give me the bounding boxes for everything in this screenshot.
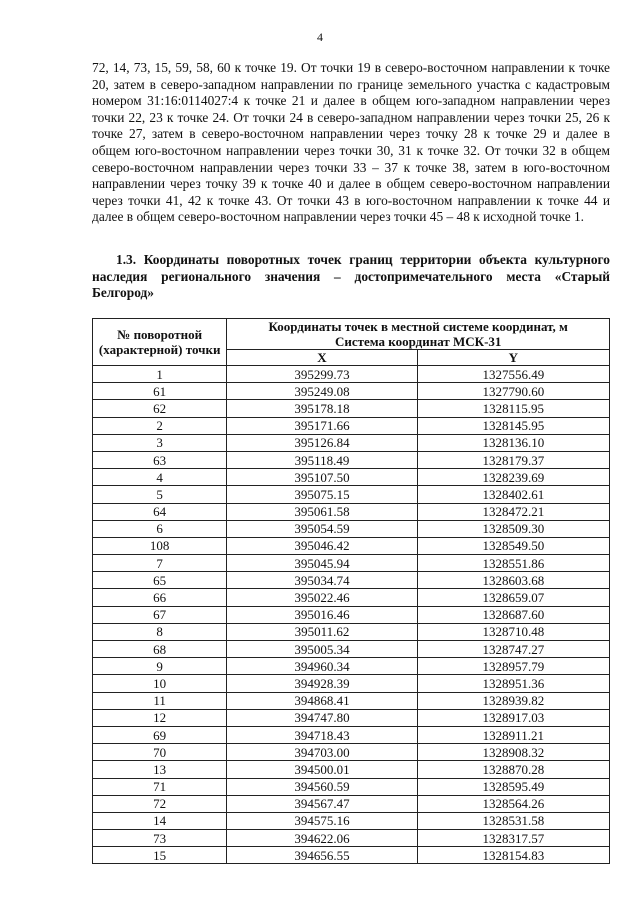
cell-y: 1328917.03 [417, 709, 609, 726]
cell-x: 395178.18 [227, 400, 417, 417]
cell-y: 1328870.28 [417, 761, 609, 778]
cell-x: 395107.50 [227, 469, 417, 486]
cell-y: 1328659.07 [417, 589, 609, 606]
table-row [93, 623, 610, 640]
cell-point: 64 [93, 503, 227, 520]
cell-point: 68 [93, 641, 227, 658]
cell-x: 394575.16 [227, 812, 417, 829]
coordinates-table [92, 318, 610, 864]
header-coordinates [227, 319, 610, 350]
cell-y: 1328402.61 [417, 486, 609, 503]
cell-y: 1328564.26 [417, 795, 609, 812]
cell-point: 14 [93, 812, 227, 829]
cell-x: 394656.55 [227, 847, 417, 864]
table-row [93, 572, 610, 589]
cell-x: 395011.62 [227, 623, 417, 640]
table-row [93, 830, 610, 847]
cell-y: 1328509.30 [417, 520, 609, 537]
cell-x: 395126.84 [227, 434, 417, 451]
cell-x: 394500.01 [227, 761, 417, 778]
cell-y: 1327790.60 [417, 383, 609, 400]
table-row [93, 606, 610, 623]
cell-x: 395299.73 [227, 366, 417, 383]
cell-x: 395171.66 [227, 417, 417, 434]
cell-x: 394928.39 [227, 675, 417, 692]
cell-y: 1328957.79 [417, 658, 609, 675]
cell-y: 1328551.86 [417, 555, 609, 572]
table-row [93, 400, 610, 417]
cell-y: 1328595.49 [417, 778, 609, 795]
table-row [93, 658, 610, 675]
table-row [93, 555, 610, 572]
table-row [93, 641, 610, 658]
table-row [93, 417, 610, 434]
cell-y: 1328549.50 [417, 537, 609, 554]
cell-y: 1328239.69 [417, 469, 609, 486]
table-row [93, 366, 610, 383]
cell-y: 1328472.21 [417, 503, 609, 520]
cell-point: 66 [93, 589, 227, 606]
cell-point: 108 [93, 537, 227, 554]
cell-y: 1327556.49 [417, 366, 609, 383]
cell-x: 395045.94 [227, 555, 417, 572]
table-row [93, 520, 610, 537]
cell-y: 1328710.48 [417, 623, 609, 640]
table-header-row [93, 319, 610, 350]
cell-x: 395005.34 [227, 641, 417, 658]
cell-x: 394560.59 [227, 778, 417, 795]
table-row [93, 761, 610, 778]
table-row [93, 503, 610, 520]
cell-point: 13 [93, 761, 227, 778]
table-row [93, 795, 610, 812]
cell-x: 395118.49 [227, 451, 417, 468]
cell-point: 2 [93, 417, 227, 434]
table-row [93, 692, 610, 709]
table-row [93, 709, 610, 726]
cell-y: 1328908.32 [417, 744, 609, 761]
cell-x: 394868.41 [227, 692, 417, 709]
table-row [93, 434, 610, 451]
cell-point: 9 [93, 658, 227, 675]
table-row [93, 847, 610, 864]
table-row [93, 778, 610, 795]
cell-point: 61 [93, 383, 227, 400]
cell-point: 72 [93, 795, 227, 812]
cell-x: 394718.43 [227, 726, 417, 743]
table-row [93, 812, 610, 829]
cell-x: 395046.42 [227, 537, 417, 554]
table-row [93, 451, 610, 468]
cell-y: 1328317.57 [417, 830, 609, 847]
section-heading: 1.3. Координаты поворотных точек границ территории объекта культурного наследия регионального значения – достопримечательного места «Старый Белгород» [92, 252, 610, 301]
cell-point: 73 [93, 830, 227, 847]
cell-y: 1328531.58 [417, 812, 609, 829]
cell-point: 70 [93, 744, 227, 761]
body-paragraph: 72, 14, 73, 15, 59, 58, 60 к точке 19. От точки 19 в северо-восточном направлении к точке 20, затем в северо-западном направлении по границе земельного участка с кадастровым номером 31:16:0114027:4 к точке 21 и далее в общем юго-западном направлении через точки 22, 23 к точке 24. От точки 24 в северо-западном направлении через точки 25, 26 к точке 27, затем в северо-восточном направлении через точку 28 к точке 29 и далее в общем юго-восточном направлении через точки 30, 31 к точке 32. От точки 32 в общем северо-восточном направлении через точки 33 – 37 к точке 38, затем в юго-восточном направлении через точку 39 к точке 40 и далее в общем северо-восточном направлении через точки 41, 42 к точке 43. От точки 43 в юго-восточном направлении к точке 44 и далее в общем северо-восточном направлении через точки 45 – 48 к исходной точке 1. [92, 60, 610, 225]
cell-x: 395016.46 [227, 606, 417, 623]
table-row [93, 744, 610, 761]
cell-x: 394747.80 [227, 709, 417, 726]
cell-point: 67 [93, 606, 227, 623]
table-row [93, 383, 610, 400]
table-row [93, 537, 610, 554]
cell-y: 1328603.68 [417, 572, 609, 589]
cell-y: 1328687.60 [417, 606, 609, 623]
table-row [93, 486, 610, 503]
cell-x: 394567.47 [227, 795, 417, 812]
header-coordinates-line1: Координаты точек в местной системе координат, м [268, 319, 568, 334]
cell-y: 1328145.95 [417, 417, 609, 434]
cell-y: 1328951.36 [417, 675, 609, 692]
page-number: 4 [317, 30, 323, 44]
table-body [93, 366, 610, 864]
cell-point: 8 [93, 623, 227, 640]
cell-point: 15 [93, 847, 227, 864]
cell-x: 395022.46 [227, 589, 417, 606]
cell-x: 395054.59 [227, 520, 417, 537]
cell-point: 7 [93, 555, 227, 572]
cell-y: 1328911.21 [417, 726, 609, 743]
cell-x: 394622.06 [227, 830, 417, 847]
cell-point: 11 [93, 692, 227, 709]
header-coordinates-line2: Система координат МСК-31 [334, 334, 502, 349]
cell-point: 1 [93, 366, 227, 383]
header-x: X [227, 350, 417, 366]
cell-point: 12 [93, 709, 227, 726]
cell-x: 395249.08 [227, 383, 417, 400]
cell-y: 1328747.27 [417, 641, 609, 658]
cell-y: 1328179.37 [417, 451, 609, 468]
cell-point: 71 [93, 778, 227, 795]
cell-x: 394960.34 [227, 658, 417, 675]
table-row [93, 469, 610, 486]
cell-y: 1328115.95 [417, 400, 609, 417]
cell-point: 65 [93, 572, 227, 589]
cell-y: 1328136.10 [417, 434, 609, 451]
cell-point: 63 [93, 451, 227, 468]
cell-point: 69 [93, 726, 227, 743]
cell-point: 3 [93, 434, 227, 451]
cell-point: 62 [93, 400, 227, 417]
cell-x: 395034.74 [227, 572, 417, 589]
cell-point: 10 [93, 675, 227, 692]
cell-x: 395061.58 [227, 503, 417, 520]
cell-y: 1328939.82 [417, 692, 609, 709]
table-row [93, 726, 610, 743]
header-y: Y [417, 350, 609, 366]
header-point-number: № поворотной (характерной) точки [93, 319, 227, 366]
cell-x: 395075.15 [227, 486, 417, 503]
cell-point: 5 [93, 486, 227, 503]
cell-point: 6 [93, 520, 227, 537]
cell-point: 4 [93, 469, 227, 486]
cell-x: 394703.00 [227, 744, 417, 761]
cell-y: 1328154.83 [417, 847, 609, 864]
table-row [93, 675, 610, 692]
table-row [93, 589, 610, 606]
